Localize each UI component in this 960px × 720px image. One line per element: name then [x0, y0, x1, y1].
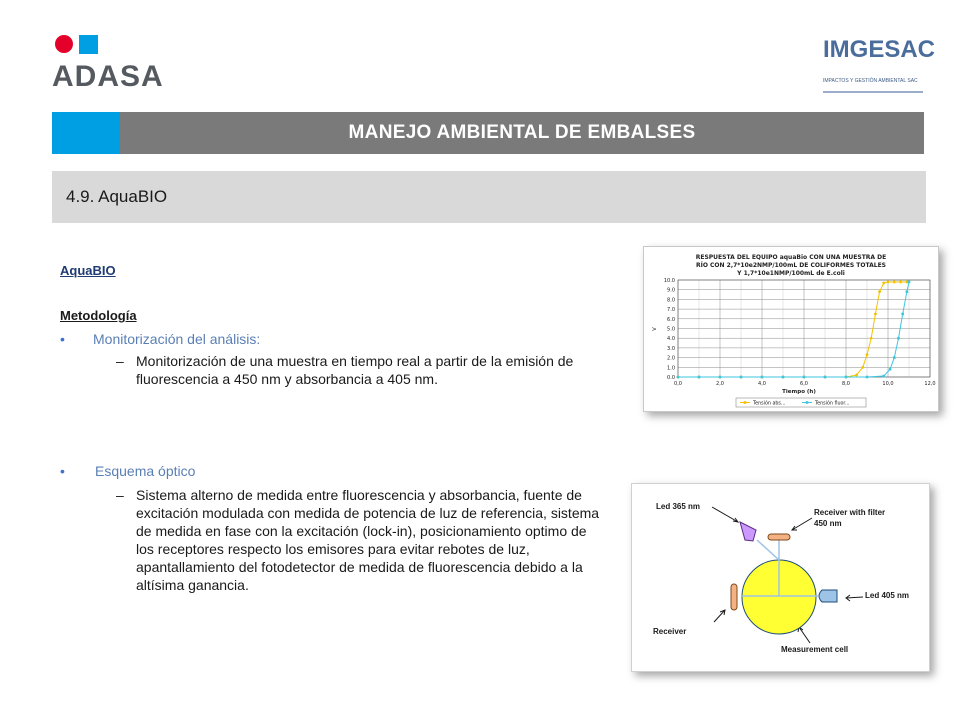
- chart-title-line3: Y 1,7*10e1NMP/100mL de E.coli: [737, 270, 845, 277]
- chart-legend: [736, 398, 866, 407]
- chart-point: [889, 368, 892, 371]
- chart-ytick-label: 1.0: [667, 365, 675, 372]
- section-bar: [52, 171, 926, 223]
- chart-point: [761, 376, 764, 379]
- bullet-marker: •: [60, 331, 65, 347]
- imgesac-underline: [823, 91, 923, 93]
- chart-xtick-label: 0,0: [674, 381, 682, 387]
- chart-point: [901, 313, 904, 316]
- beam-led365: [757, 540, 779, 560]
- esquema-description: Sistema alterno de medida entre fluorescencia y absorbancia, fuente de excitación modulada con medida de potencia de luz de referencia, sistema de medida en fase con la excitación (lock-in), posicionamiento optimo de los receptores respecto los emisores para evitar rebotes de luz, apantallamiento del fotodetector de medida de fluorescencia debido a la altísima ganancia.: [136, 487, 600, 593]
- title-accent-block: [52, 112, 120, 154]
- chart-point: [897, 337, 900, 340]
- chart-title-line1: RESPUESTA DEL EQUIPO aquaBio CON UNA MUESTRA DE: [695, 254, 887, 261]
- chart-ytick-label: 2.0: [667, 355, 675, 362]
- chart-ylabel: V: [652, 327, 658, 331]
- chart-point: [719, 376, 722, 379]
- receiver-with-filter: [768, 534, 790, 540]
- chart-title-line2: RÍO CON 2,7*10e2NMP/100mL DE COLIFORMES TOTALES: [695, 262, 887, 269]
- chart-point: [803, 376, 806, 379]
- chart-ytick-label: 0.0: [667, 375, 675, 381]
- arrow-receiver: [714, 610, 725, 622]
- chart-xtick-label: 8,0: [842, 381, 850, 387]
- chart-xlabel: Tiempo (h): [782, 389, 816, 395]
- chart-legend-label: Tensión abs...: [753, 401, 786, 407]
- optical-diagram-canvas: [632, 484, 929, 671]
- chart-point: [824, 376, 827, 379]
- chart-ytick-label: 3.0: [667, 345, 675, 352]
- chart-ytick-label: 5.0: [667, 326, 675, 333]
- led405-emitter: [819, 590, 837, 602]
- chart-xtick-label: 10,0: [882, 381, 894, 387]
- bullet-monitorizacion: Monitorización del análisis:: [93, 331, 261, 347]
- response-chart: [643, 246, 939, 412]
- label-led365: Led 365 nm: [656, 502, 701, 511]
- bullet-esquema-optico: Esquema óptico: [95, 463, 196, 479]
- chart-point: [677, 376, 680, 379]
- arrow-receiver-filter: [792, 518, 812, 530]
- chart-ytick-label: 9.0: [667, 287, 675, 294]
- chart-ytick-label: 6.0: [667, 316, 675, 323]
- label-led405: Led 405 nm: [865, 591, 910, 600]
- chart-xtick-label: 2,0: [716, 381, 724, 387]
- chart-ytick-label: 8.0: [667, 297, 675, 304]
- led365-emitter: [740, 522, 756, 541]
- chart-point: [698, 376, 701, 379]
- chart-xtick-label: 6,0: [800, 381, 808, 387]
- chart-ytick-label: 10.0: [663, 278, 675, 284]
- chart-point: [845, 376, 848, 379]
- receiver: [731, 584, 737, 610]
- chart-point: [740, 376, 743, 379]
- chart-ytick-label: 7.0: [667, 307, 675, 314]
- adasa-logo-square: [79, 35, 98, 54]
- chart-point: [883, 375, 886, 378]
- title-bar: [120, 112, 924, 154]
- chart-legend-marker: [744, 401, 747, 404]
- adasa-logo: ADASA: [52, 60, 164, 93]
- chart-point: [893, 356, 896, 359]
- label-receiver: Receiver: [653, 627, 687, 636]
- monitorizacion-description: Monitorización de una muestra en tiempo real a partir de la emisión de fluorescencia a 450 nm y absorbancia a 405 nm.: [136, 353, 574, 387]
- label-measurement-cell: Measurement cell: [781, 645, 849, 654]
- page-title: MANEJO AMBIENTAL DE EMBALSES: [348, 122, 696, 143]
- chart-xtick-label: 12,0: [924, 381, 936, 387]
- dash-marker: –: [116, 353, 124, 369]
- optical-diagram: [631, 483, 930, 672]
- arrow-led365: [712, 507, 738, 522]
- chart-xtick-label: 4,0: [758, 381, 766, 387]
- metodologia-heading: Metodología: [60, 308, 137, 323]
- section-title: 4.9. AquaBIO: [66, 187, 168, 206]
- label-receiver-filter-nm: 450 nm: [814, 519, 842, 528]
- aquabio-link[interactable]: AquaBIO: [60, 263, 116, 278]
- imgesac-tagline: IMPACTOS Y GESTIÓN AMBIENTAL SAC: [823, 78, 918, 84]
- label-receiver-filter: Receiver with filter: [814, 508, 886, 517]
- arrow-cell: [799, 627, 810, 643]
- chart-ytick-label: 4.0: [667, 336, 675, 343]
- imgesac-logo: IMGESAC: [823, 36, 936, 63]
- adasa-logo-dot: [55, 35, 73, 53]
- chart-legend-label: Tensión fluor...: [815, 401, 850, 407]
- arrow-led405: [846, 597, 863, 598]
- chart-point: [866, 376, 869, 379]
- chart-legend-marker: [806, 401, 809, 404]
- chart-point: [906, 290, 909, 293]
- chart-point: [782, 376, 785, 379]
- dash-marker: –: [116, 487, 124, 503]
- bullet-marker: •: [60, 463, 65, 479]
- chart-canvas: [644, 247, 938, 411]
- chart-point: [908, 281, 911, 284]
